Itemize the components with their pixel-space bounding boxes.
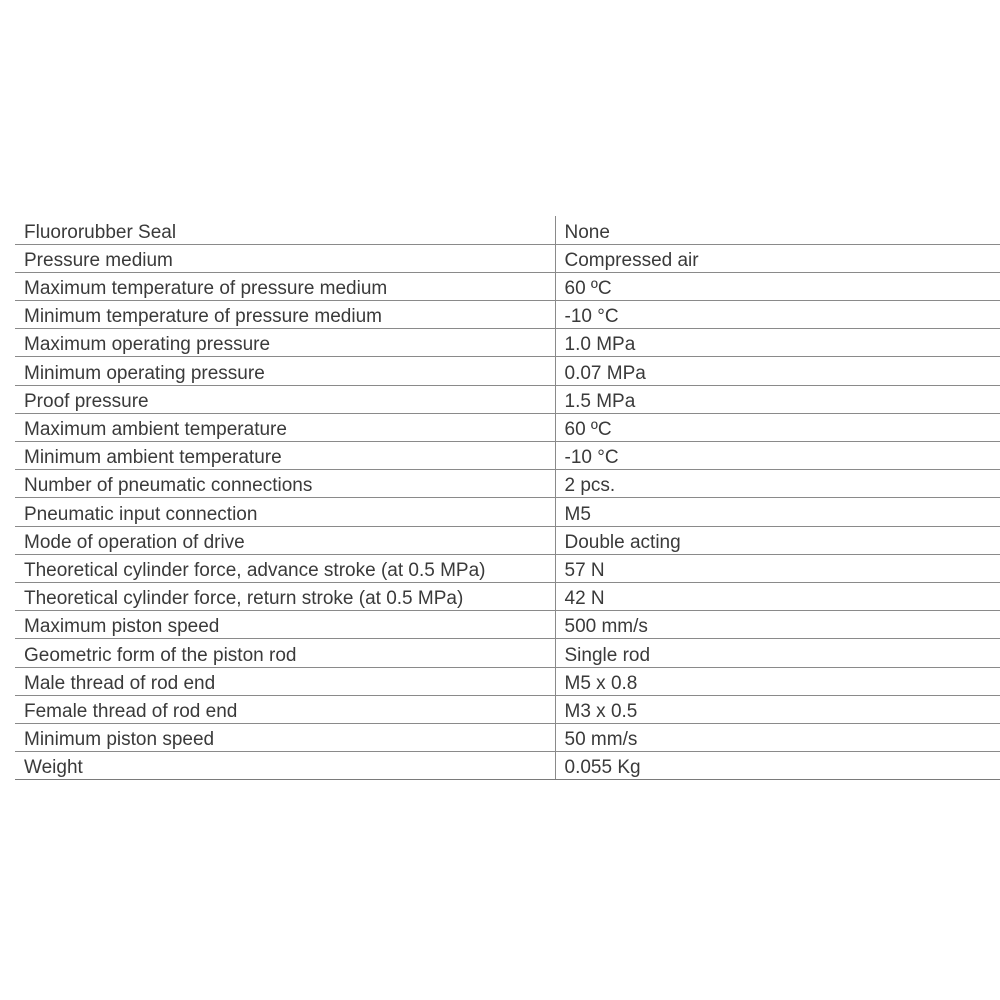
spec-value: M3 x 0.5 xyxy=(555,695,1000,723)
spec-value: 0.07 MPa xyxy=(555,357,1000,385)
table-row xyxy=(15,272,1000,300)
table-row xyxy=(15,639,1000,667)
spec-value: -10 °C xyxy=(555,442,1000,470)
table-row xyxy=(15,723,1000,751)
spec-label: Minimum operating pressure xyxy=(15,357,555,385)
spec-label: Fluororubber Seal xyxy=(15,216,555,244)
table-row xyxy=(15,582,1000,610)
spec-value: Single rod xyxy=(555,639,1000,667)
table-row xyxy=(15,442,1000,470)
spec-label: Theoretical cylinder force, advance stroke (at 0.5 MPa) xyxy=(15,554,555,582)
table-row xyxy=(15,244,1000,272)
spec-value: -10 °C xyxy=(555,301,1000,329)
spec-value: 1.5 MPa xyxy=(555,385,1000,413)
spec-value: M5 x 0.8 xyxy=(555,667,1000,695)
spec-value: Compressed air xyxy=(555,244,1000,272)
spec-value: 0.055 Kg xyxy=(555,752,1000,780)
table-row xyxy=(15,526,1000,554)
table-row xyxy=(15,216,1000,244)
spec-label: Female thread of rod end xyxy=(15,695,555,723)
table-row xyxy=(15,413,1000,441)
spec-label: Number of pneumatic connections xyxy=(15,470,555,498)
spec-label: Pneumatic input connection xyxy=(15,498,555,526)
spec-label: Minimum piston speed xyxy=(15,723,555,751)
spec-value: None xyxy=(555,216,1000,244)
spec-label: Maximum temperature of pressure medium xyxy=(15,272,555,300)
table-row xyxy=(15,611,1000,639)
spec-value: M5 xyxy=(555,498,1000,526)
table-row xyxy=(15,554,1000,582)
table-row xyxy=(15,385,1000,413)
spec-value: 60 ºC xyxy=(555,413,1000,441)
spec-value: Double acting xyxy=(555,526,1000,554)
spec-value: 50 mm/s xyxy=(555,723,1000,751)
spec-label: Mode of operation of drive xyxy=(15,526,555,554)
spec-label: Pressure medium xyxy=(15,244,555,272)
table-row xyxy=(15,752,1000,780)
spec-table xyxy=(15,216,1000,780)
table-row xyxy=(15,695,1000,723)
spec-label: Minimum ambient temperature xyxy=(15,442,555,470)
spec-value: 60 ºC xyxy=(555,272,1000,300)
spec-label: Male thread of rod end xyxy=(15,667,555,695)
spec-value: 1.0 MPa xyxy=(555,329,1000,357)
spec-label: Weight xyxy=(15,752,555,780)
table-row xyxy=(15,498,1000,526)
spec-label: Maximum piston speed xyxy=(15,611,555,639)
spec-value: 42 N xyxy=(555,582,1000,610)
table-row xyxy=(15,357,1000,385)
table-row xyxy=(15,667,1000,695)
spec-label: Geometric form of the piston rod xyxy=(15,639,555,667)
table-row xyxy=(15,329,1000,357)
table-row xyxy=(15,470,1000,498)
spec-label: Maximum operating pressure xyxy=(15,329,555,357)
spec-value: 57 N xyxy=(555,554,1000,582)
spec-value: 500 mm/s xyxy=(555,611,1000,639)
spec-label: Theoretical cylinder force, return stroke (at 0.5 MPa) xyxy=(15,582,555,610)
spec-label: Minimum temperature of pressure medium xyxy=(15,301,555,329)
spec-value: 2 pcs. xyxy=(555,470,1000,498)
table-row xyxy=(15,301,1000,329)
spec-label: Proof pressure xyxy=(15,385,555,413)
spec-label: Maximum ambient temperature xyxy=(15,413,555,441)
